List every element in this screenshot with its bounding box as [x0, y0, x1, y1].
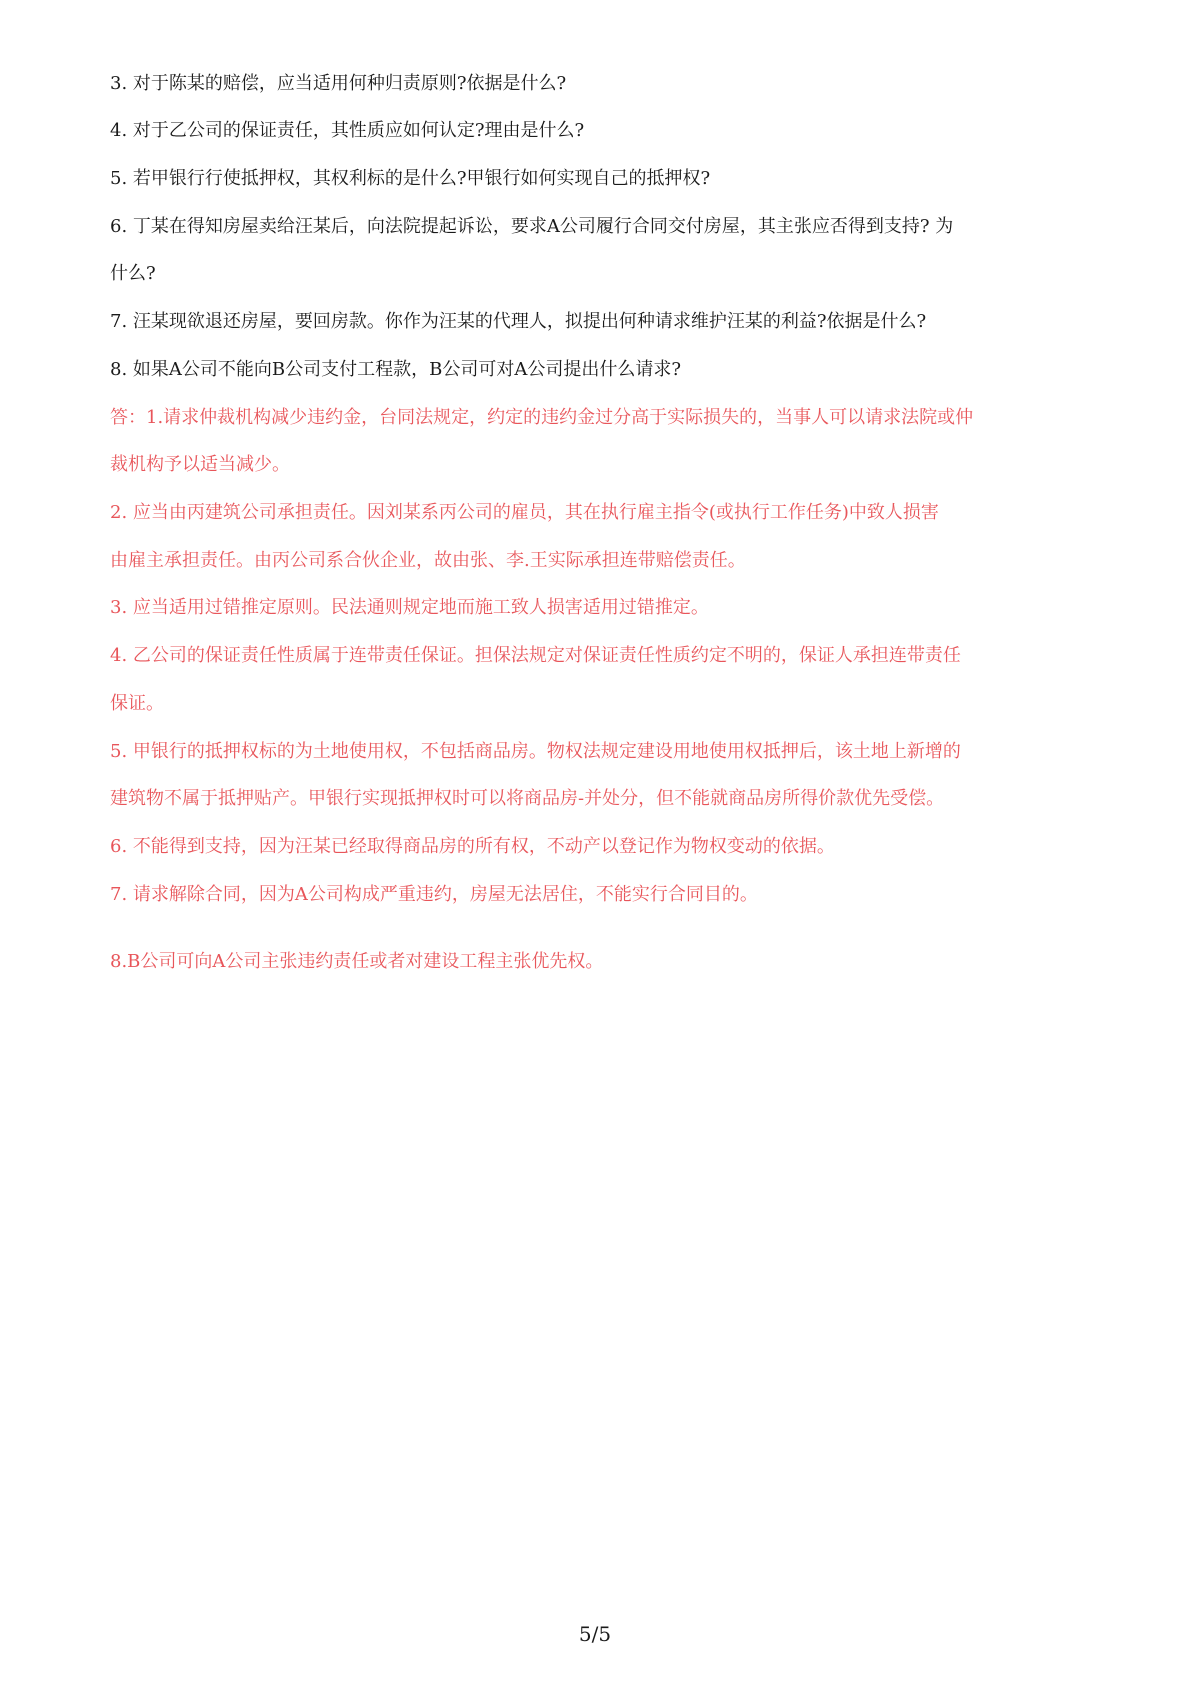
answer-8-line: 8.B公司可向A公司主张违约责任或者对建设工程主张优先权。	[110, 951, 604, 972]
page-number: 5/5	[578, 1622, 612, 1646]
answer-5-line: 5. 甲银行的抵押权标的为土地使用权，不包括商品房。物权法规定建设用地使用权抵押后，该土地上新增的	[110, 741, 961, 762]
question-5-line: 5. 若甲银行行使抵押权，其权利标的是什么?甲银行如何实现自己的抵押权?	[110, 168, 711, 189]
question-6-line-2: 什么?	[110, 263, 156, 284]
answer-7-line: 7. 请求解除合同，因为A公司构成严重违约，房屋无法居住，不能实行合同目的。	[110, 884, 758, 905]
answer-6-line: 6. 不能得到支持，因为汪某已经取得商品房的所有权，不动产以登记作为物权变动的依据。	[110, 836, 835, 857]
answer-3-line: 3. 应当适用过错推定原则。民法通则规定地而施工致人损害适用过错推定。	[110, 597, 709, 618]
question-3-line: 3. 对于陈某的赔偿，应当适用何种归责原则?依据是什么?	[110, 73, 567, 94]
answer-5-line-2: 建筑物不属于抵押贴产。甲银行实现抵押权时可以将商品房-并处分，但不能就商品房所得价款优先受偿。	[110, 788, 945, 809]
answer-4-line-2: 保证。	[110, 693, 164, 714]
question-4-line: 4. 对于乙公司的保证责任，其性质应如何认定?理由是什么?	[110, 120, 585, 141]
answer-2-line-2: 由雇主承担责任。由丙公司系合伙企业，故由张、李.王实际承担连带赔偿责任。	[110, 550, 746, 571]
question-6-line: 6. 丁某在得知房屋卖给汪某后，向法院提起诉讼，要求A公司履行合同交付房屋，其主张应否得到支持? 为	[110, 216, 954, 237]
question-8-line: 8. 如果A公司不能向B公司支付工程款，B公司可对A公司提出什么请求?	[110, 359, 681, 380]
answer-4-line: 4. 乙公司的保证责任性质属于连带责任保证。担保法规定对保证责任性质约定不明的，保证人承担连带责任	[110, 645, 961, 666]
question-7-line: 7. 汪某现欲退还房屋，要回房款。你作为汪某的代理人，拟提出何种请求维护汪某的利益?依据是什么?	[110, 311, 927, 332]
answer-2-line: 2. 应当由丙建筑公司承担责任。因刘某系丙公司的雇员，其在执行雇主指令(或执行工作任务)中致人损害	[110, 502, 939, 523]
answer-1-line: 答：1.请求仲裁机构减少违约金，台同法规定，约定的违约金过分高于实际损失的，当事人可以请求法院或仲	[110, 407, 974, 428]
answer-1-line-2: 裁机构予以适当减少。	[110, 454, 290, 475]
